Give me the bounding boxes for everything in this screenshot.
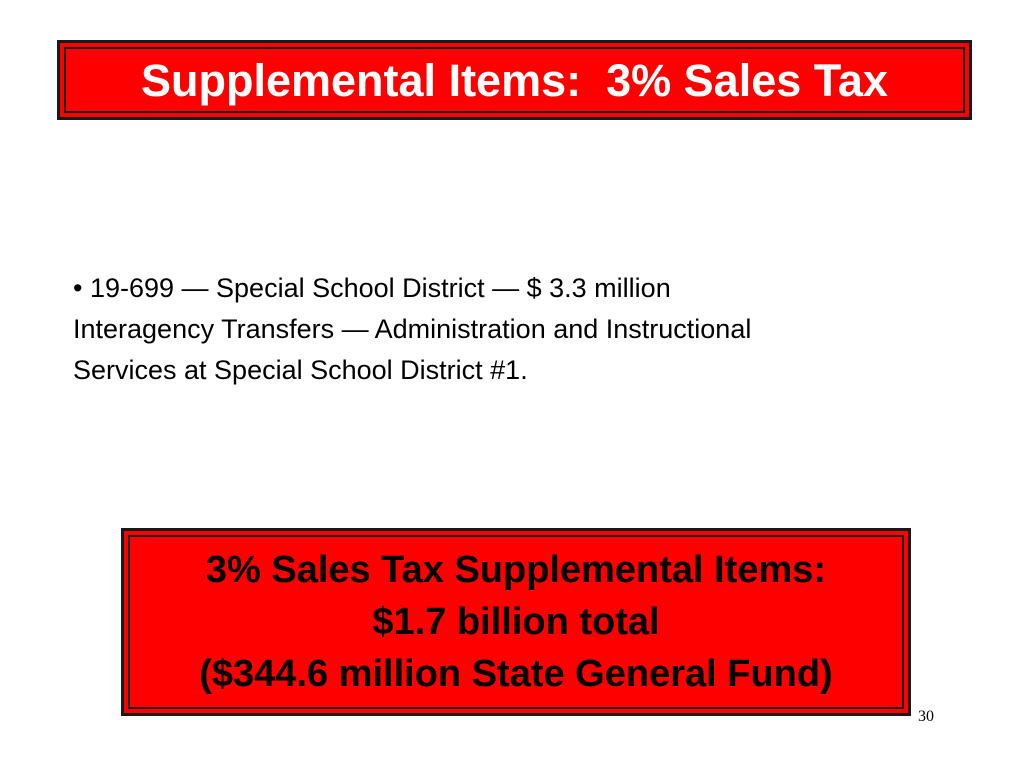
bullet-line: Services at Special School District #1. <box>73 355 528 385</box>
bullet-line: • 19-699 — Special School District — $ 3.3 million <box>73 273 671 303</box>
summary-total: $1.7 billion total <box>372 601 660 643</box>
summary-general-fund: ($344.6 million State General Fund) <box>199 653 833 695</box>
slide-title: Supplemental Items: 3% Sales Tax <box>141 54 888 106</box>
bullet-line: Interagency Transfers — Administration and Instructional <box>73 314 752 344</box>
bullet-paragraph <box>73 268 953 391</box>
page-number: 30 <box>918 708 934 725</box>
summary-heading: 3% Sales Tax Supplemental Items: <box>205 549 827 591</box>
summary-callout-box <box>121 528 911 716</box>
title-banner <box>57 40 972 120</box>
